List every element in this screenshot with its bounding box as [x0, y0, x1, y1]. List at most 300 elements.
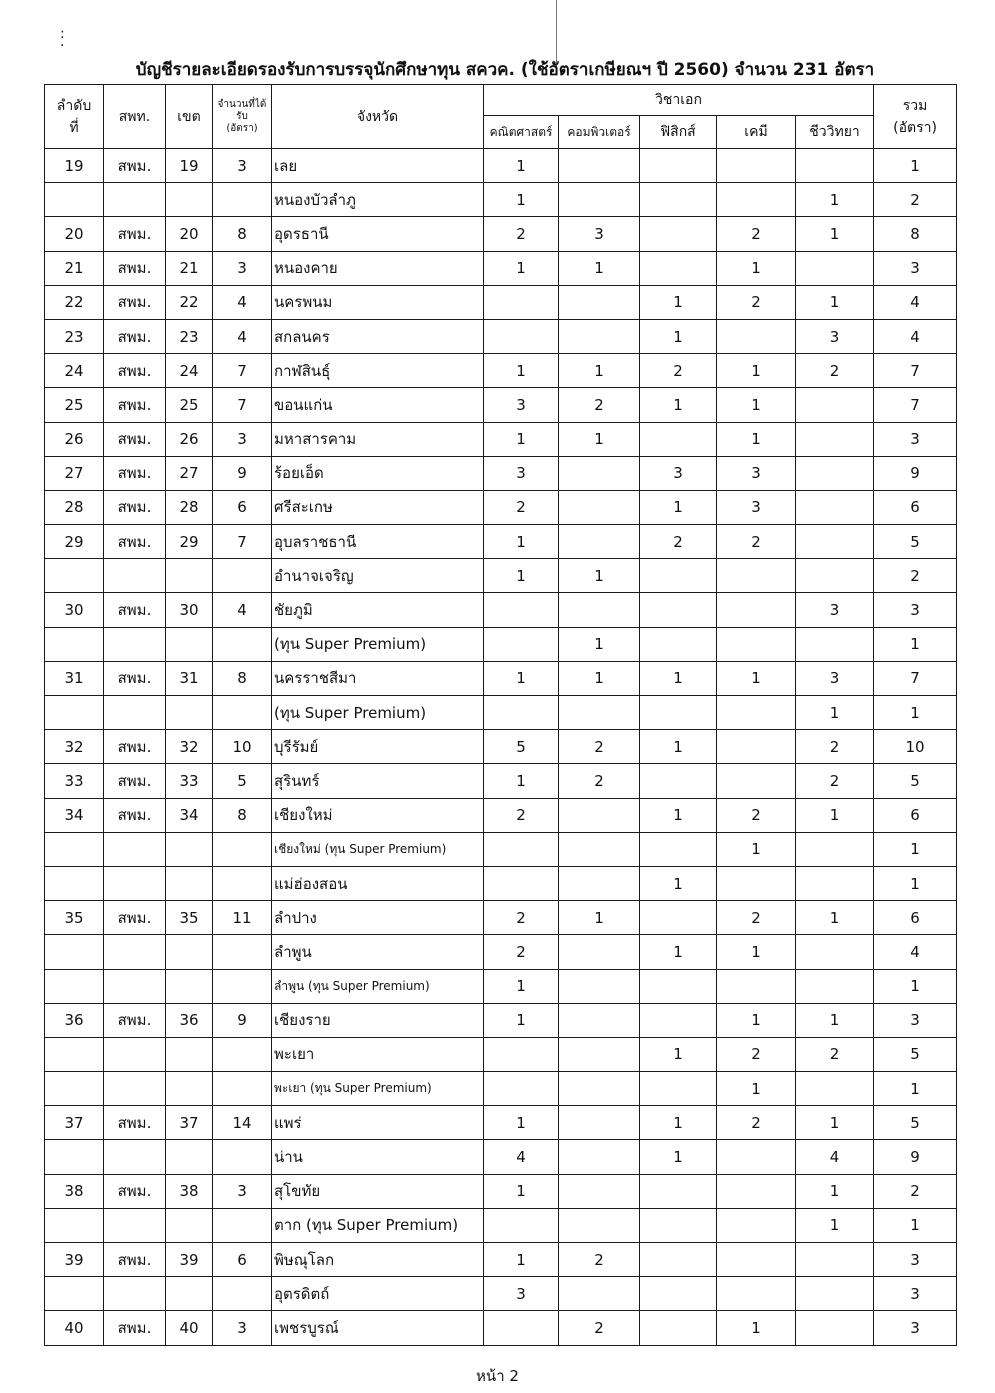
cell-province: ลำพูน [272, 935, 484, 969]
cell-computer [559, 525, 640, 559]
cell-total: 5 [874, 1037, 957, 1071]
cell-order [45, 627, 104, 661]
cell-math [484, 593, 559, 627]
cell-math: 1 [484, 661, 559, 695]
cell-quota [213, 866, 272, 900]
cell-computer [559, 832, 640, 866]
cell-computer: 1 [559, 901, 640, 935]
cell-quota [213, 935, 272, 969]
cell-province: พะเยา (ทุน Super Premium) [272, 1072, 484, 1106]
cell-order: 20 [45, 217, 104, 251]
cell-physics [640, 627, 717, 661]
cell-total: 3 [874, 1277, 957, 1311]
cell-total: 7 [874, 388, 957, 422]
cell-computer [559, 1140, 640, 1174]
cell-computer: 1 [559, 559, 640, 593]
cell-physics [640, 183, 717, 217]
cell-physics [640, 764, 717, 798]
cell-chemistry [717, 183, 796, 217]
cell-quota [213, 1208, 272, 1242]
cell-math: 4 [484, 1140, 559, 1174]
cell-order [45, 832, 104, 866]
cell-total: 3 [874, 422, 957, 456]
table-row [45, 1003, 957, 1037]
cell-office [104, 696, 166, 730]
cell-office: สพม. [104, 798, 166, 832]
cell-math: 3 [484, 388, 559, 422]
cell-biology: 1 [796, 798, 874, 832]
cell-province: อุบลราชธานี [272, 525, 484, 559]
cell-order [45, 969, 104, 1003]
cell-quota [213, 832, 272, 866]
cell-math [484, 319, 559, 353]
cell-province: สุรินทร์ [272, 764, 484, 798]
cell-chemistry: 1 [717, 251, 796, 285]
cell-math: 2 [484, 798, 559, 832]
cell-chemistry [717, 764, 796, 798]
cell-math: 1 [484, 1243, 559, 1277]
cell-biology [796, 1072, 874, 1106]
cell-office: สพม. [104, 456, 166, 490]
cell-computer: 1 [559, 422, 640, 456]
cell-physics [640, 901, 717, 935]
cell-physics: 1 [640, 730, 717, 764]
cell-total: 9 [874, 1140, 957, 1174]
cell-biology: 3 [796, 319, 874, 353]
cell-total: 1 [874, 866, 957, 900]
cell-biology [796, 422, 874, 456]
cell-office: สพม. [104, 319, 166, 353]
cell-computer [559, 456, 640, 490]
table-header [45, 85, 957, 149]
cell-total: 3 [874, 1243, 957, 1277]
cell-math: 3 [484, 456, 559, 490]
cell-quota: 4 [213, 593, 272, 627]
cell-chemistry [717, 149, 796, 183]
cell-quota [213, 1140, 272, 1174]
cell-biology [796, 490, 874, 524]
cell-computer: 2 [559, 730, 640, 764]
cell-province: เพชรบูรณ์ [272, 1311, 484, 1345]
header-quota: จำนวนที่ได้รับ (อัตรา) [213, 85, 272, 149]
cell-chemistry: 1 [717, 388, 796, 422]
cell-quota [213, 969, 272, 1003]
cell-office: สพม. [104, 901, 166, 935]
cell-chemistry: 3 [717, 490, 796, 524]
cell-zone: 35 [166, 901, 213, 935]
cell-order: 32 [45, 730, 104, 764]
cell-office [104, 1140, 166, 1174]
cell-quota: 4 [213, 285, 272, 319]
cell-total: 7 [874, 354, 957, 388]
table-row [45, 1072, 957, 1106]
table-row [45, 217, 957, 251]
cell-office: สพม. [104, 251, 166, 285]
cell-chemistry: 2 [717, 1106, 796, 1140]
cell-quota: 10 [213, 730, 272, 764]
cell-physics: 1 [640, 1106, 717, 1140]
cell-zone [166, 559, 213, 593]
cell-office: สพม. [104, 388, 166, 422]
cell-province: ชัยภูมิ [272, 593, 484, 627]
cell-computer [559, 1106, 640, 1140]
cell-computer [559, 1037, 640, 1071]
cell-province: ลำปาง [272, 901, 484, 935]
cell-zone: 20 [166, 217, 213, 251]
table-row [45, 422, 957, 456]
cell-zone: 30 [166, 593, 213, 627]
cell-province: เชียงราย [272, 1003, 484, 1037]
table-row [45, 525, 957, 559]
cell-chemistry [717, 559, 796, 593]
cell-zone [166, 1037, 213, 1071]
cell-zone: 34 [166, 798, 213, 832]
cell-chemistry [717, 1277, 796, 1311]
cell-physics [640, 1243, 717, 1277]
cell-province: เชียงใหม่ (ทุน Super Premium) [272, 832, 484, 866]
cell-biology [796, 1311, 874, 1345]
cell-zone: 32 [166, 730, 213, 764]
cell-math: 1 [484, 251, 559, 285]
cell-total: 4 [874, 935, 957, 969]
cell-province: น่าน [272, 1140, 484, 1174]
cell-order: 28 [45, 490, 104, 524]
cell-chemistry: 2 [717, 798, 796, 832]
cell-zone [166, 1208, 213, 1242]
cell-office [104, 183, 166, 217]
cell-total: 1 [874, 696, 957, 730]
cell-biology: 2 [796, 764, 874, 798]
cell-chemistry [717, 866, 796, 900]
table-row [45, 696, 957, 730]
table-row [45, 1037, 957, 1071]
cell-physics [640, 422, 717, 456]
cell-province: ศรีสะเกษ [272, 490, 484, 524]
header-province: จังหวัด [272, 85, 484, 149]
cell-computer [559, 1208, 640, 1242]
cell-chemistry: 1 [717, 935, 796, 969]
cell-math [484, 866, 559, 900]
table-row [45, 969, 957, 1003]
cell-quota: 3 [213, 149, 272, 183]
cell-zone [166, 627, 213, 661]
cell-quota: 9 [213, 1003, 272, 1037]
cell-zone [166, 832, 213, 866]
header-zone: เขต [166, 85, 213, 149]
table-row [45, 1140, 957, 1174]
cell-zone: 24 [166, 354, 213, 388]
cell-computer [559, 1277, 640, 1311]
header-subject-biology: ชีววิทยา [796, 116, 874, 149]
cell-chemistry [717, 1208, 796, 1242]
cell-physics [640, 1003, 717, 1037]
cell-quota: 7 [213, 354, 272, 388]
cell-chemistry: 2 [717, 217, 796, 251]
cell-computer: 1 [559, 661, 640, 695]
cell-quota: 7 [213, 525, 272, 559]
cell-order: 22 [45, 285, 104, 319]
cell-office [104, 627, 166, 661]
cell-physics: 1 [640, 1140, 717, 1174]
cell-biology [796, 388, 874, 422]
cell-zone [166, 866, 213, 900]
cell-total: 3 [874, 251, 957, 285]
cell-physics: 1 [640, 490, 717, 524]
cell-province: เลย [272, 149, 484, 183]
cell-office [104, 969, 166, 1003]
cell-order [45, 866, 104, 900]
cell-office: สพม. [104, 1311, 166, 1345]
cell-math: 1 [484, 764, 559, 798]
header-total: รวม (อัตรา) [874, 85, 957, 149]
table-row [45, 627, 957, 661]
cell-computer: 1 [559, 627, 640, 661]
cell-quota: 8 [213, 798, 272, 832]
cell-office [104, 832, 166, 866]
cell-total: 1 [874, 1208, 957, 1242]
cell-math [484, 1037, 559, 1071]
cell-office: สพม. [104, 661, 166, 695]
cell-biology [796, 832, 874, 866]
cell-office: สพม. [104, 730, 166, 764]
cell-math: 1 [484, 559, 559, 593]
page-number: หน้า 2 [476, 1367, 519, 1385]
cell-physics: 2 [640, 354, 717, 388]
cell-order: 21 [45, 251, 104, 285]
cell-order: 29 [45, 525, 104, 559]
table-row [45, 661, 957, 695]
table-row [45, 798, 957, 832]
cell-physics [640, 1311, 717, 1345]
cell-quota: 8 [213, 661, 272, 695]
header-office: สพท. [104, 85, 166, 149]
cell-physics: 1 [640, 798, 717, 832]
cell-office: สพม. [104, 1243, 166, 1277]
cell-zone: 29 [166, 525, 213, 559]
cell-physics [640, 969, 717, 1003]
cell-physics [640, 559, 717, 593]
cell-biology: 2 [796, 730, 874, 764]
cell-biology: 3 [796, 661, 874, 695]
cell-office [104, 1072, 166, 1106]
header-subject-computer: คอมพิวเตอร์ [559, 116, 640, 149]
cell-chemistry: 1 [717, 354, 796, 388]
cell-zone: 27 [166, 456, 213, 490]
cell-total: 9 [874, 456, 957, 490]
cell-physics [640, 832, 717, 866]
cell-total: 5 [874, 764, 957, 798]
cell-computer: 2 [559, 388, 640, 422]
cell-math: 1 [484, 1106, 559, 1140]
cell-physics [640, 1072, 717, 1106]
table-row [45, 456, 957, 490]
cell-office: สพม. [104, 1003, 166, 1037]
cell-biology [796, 149, 874, 183]
cell-chemistry: 2 [717, 525, 796, 559]
cell-biology: 1 [796, 1174, 874, 1208]
cell-quota: 3 [213, 251, 272, 285]
cell-zone [166, 696, 213, 730]
cell-order: 30 [45, 593, 104, 627]
cell-chemistry [717, 627, 796, 661]
table-row [45, 832, 957, 866]
table-row [45, 935, 957, 969]
cell-physics: 1 [640, 285, 717, 319]
cell-quota: 3 [213, 422, 272, 456]
cell-order: 40 [45, 1311, 104, 1345]
cell-quota: 6 [213, 1243, 272, 1277]
cell-computer: 1 [559, 354, 640, 388]
cell-physics: 2 [640, 525, 717, 559]
cell-computer [559, 285, 640, 319]
cell-quota [213, 696, 272, 730]
cell-province: มหาสารคาม [272, 422, 484, 456]
cell-biology [796, 627, 874, 661]
cell-province: บุรีรัมย์ [272, 730, 484, 764]
cell-office: สพม. [104, 490, 166, 524]
table-body [45, 149, 957, 1346]
cell-order [45, 1072, 104, 1106]
cell-math [484, 1208, 559, 1242]
cell-total: 10 [874, 730, 957, 764]
cell-province: สกลนคร [272, 319, 484, 353]
cell-province: นครราชสีมา [272, 661, 484, 695]
cell-province: อำนาจเจริญ [272, 559, 484, 593]
cell-quota: 5 [213, 764, 272, 798]
table-row [45, 730, 957, 764]
cell-physics: 1 [640, 866, 717, 900]
table-row [45, 1106, 957, 1140]
cell-quota: 11 [213, 901, 272, 935]
cell-quota: 6 [213, 490, 272, 524]
cell-math: 3 [484, 1277, 559, 1311]
cell-chemistry: 1 [717, 1003, 796, 1037]
cell-province: หนองบัวลำภู [272, 183, 484, 217]
header-order: ลำดับ ที่ [45, 85, 104, 149]
table-row [45, 866, 957, 900]
cell-computer [559, 935, 640, 969]
cell-total: 1 [874, 832, 957, 866]
cell-office [104, 559, 166, 593]
cell-quota [213, 1037, 272, 1071]
header-subject-math: คณิตศาสตร์ [484, 116, 559, 149]
cell-order: 33 [45, 764, 104, 798]
cell-total: 4 [874, 285, 957, 319]
cell-quota [213, 1072, 272, 1106]
cell-order [45, 183, 104, 217]
cell-computer [559, 866, 640, 900]
cell-physics: 1 [640, 661, 717, 695]
cell-chemistry: 1 [717, 422, 796, 456]
cell-math [484, 627, 559, 661]
scan-dots: : · [60, 26, 65, 54]
cell-order [45, 1277, 104, 1311]
cell-total: 2 [874, 183, 957, 217]
cell-math: 2 [484, 217, 559, 251]
cell-computer: 2 [559, 764, 640, 798]
cell-order: 27 [45, 456, 104, 490]
cell-biology [796, 935, 874, 969]
cell-math [484, 285, 559, 319]
cell-zone: 19 [166, 149, 213, 183]
cell-zone [166, 1140, 213, 1174]
cell-biology: 4 [796, 1140, 874, 1174]
cell-quota: 8 [213, 217, 272, 251]
cell-zone: 40 [166, 1311, 213, 1345]
cell-quota [213, 1277, 272, 1311]
cell-chemistry [717, 730, 796, 764]
cell-biology: 2 [796, 1037, 874, 1071]
cell-biology: 1 [796, 1106, 874, 1140]
cell-office [104, 1277, 166, 1311]
cell-quota [213, 559, 272, 593]
cell-biology [796, 251, 874, 285]
cell-computer: 2 [559, 1243, 640, 1277]
cell-quota: 9 [213, 456, 272, 490]
cell-order: 37 [45, 1106, 104, 1140]
cell-physics [640, 217, 717, 251]
cell-computer [559, 1003, 640, 1037]
cell-province: ตาก (ทุน Super Premium) [272, 1208, 484, 1242]
cell-chemistry: 1 [717, 1072, 796, 1106]
cell-computer: 1 [559, 251, 640, 285]
cell-math: 1 [484, 1003, 559, 1037]
cell-province: สุโขทัย [272, 1174, 484, 1208]
cell-computer [559, 490, 640, 524]
cell-province: แม่ฮ่องสอน [272, 866, 484, 900]
cell-physics [640, 149, 717, 183]
cell-office: สพม. [104, 1106, 166, 1140]
cell-zone: 23 [166, 319, 213, 353]
cell-order [45, 1140, 104, 1174]
cell-total: 2 [874, 1174, 957, 1208]
cell-physics [640, 1208, 717, 1242]
cell-total: 8 [874, 217, 957, 251]
cell-office [104, 1208, 166, 1242]
cell-math: 1 [484, 149, 559, 183]
cell-chemistry [717, 969, 796, 1003]
table-row [45, 1174, 957, 1208]
cell-biology: 1 [796, 696, 874, 730]
cell-total: 1 [874, 627, 957, 661]
cell-physics [640, 1174, 717, 1208]
cell-office: สพม. [104, 1174, 166, 1208]
cell-office: สพม. [104, 525, 166, 559]
cell-computer [559, 798, 640, 832]
cell-province: (ทุน Super Premium) [272, 696, 484, 730]
table-row [45, 764, 957, 798]
cell-math [484, 1072, 559, 1106]
cell-quota: 3 [213, 1311, 272, 1345]
cell-order: 19 [45, 149, 104, 183]
header-subject-chemistry: เคมี [717, 116, 796, 149]
cell-physics [640, 1277, 717, 1311]
cell-office: สพม. [104, 149, 166, 183]
cell-office: สพม. [104, 285, 166, 319]
cell-computer [559, 696, 640, 730]
cell-biology [796, 1277, 874, 1311]
cell-computer [559, 1174, 640, 1208]
cell-physics [640, 696, 717, 730]
table-row [45, 285, 957, 319]
cell-total: 3 [874, 1003, 957, 1037]
cell-physics: 3 [640, 456, 717, 490]
cell-office: สพม. [104, 593, 166, 627]
cell-biology [796, 456, 874, 490]
cell-province: แพร่ [272, 1106, 484, 1140]
cell-zone: 28 [166, 490, 213, 524]
cell-province: พิษณุโลก [272, 1243, 484, 1277]
